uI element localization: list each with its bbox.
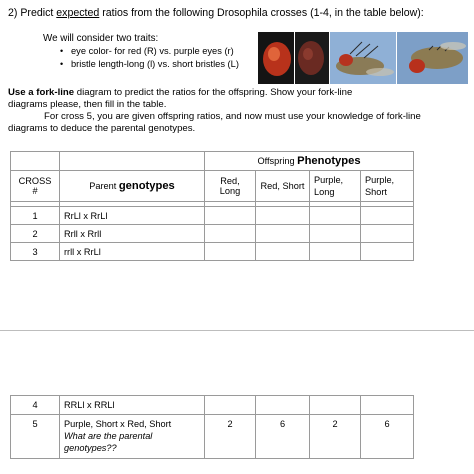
col-red-long: Red, Long	[205, 171, 256, 202]
cross-number: 1	[11, 207, 60, 225]
fly-photo-purple-eye	[295, 32, 329, 84]
table-row	[11, 243, 414, 261]
instructions-line-2: diagrams please, then fill in the table.	[8, 99, 167, 110]
cross-number: 2	[11, 225, 60, 243]
parent-genotype: RRLl x RRLl	[60, 396, 205, 415]
col-cross-number: CROSS #	[11, 171, 60, 202]
answer-cell[interactable]	[361, 207, 414, 225]
offspring-count-purple-short: 6	[361, 415, 414, 459]
answer-cell[interactable]	[205, 207, 256, 225]
answer-cell[interactable]	[256, 225, 310, 243]
drosophila-photo-strip	[258, 32, 468, 84]
answer-cell[interactable]	[256, 207, 310, 225]
answer-cell[interactable]	[205, 396, 256, 415]
answer-cell[interactable]	[256, 396, 310, 415]
cross-number: 5	[11, 415, 60, 459]
table-row	[11, 415, 414, 459]
answer-cell[interactable]	[205, 243, 256, 261]
col-parent-genotypes: Parent genotypes	[60, 171, 205, 202]
answer-cell[interactable]	[310, 396, 361, 415]
offspring-phenotypes-header: Offspring Phenotypes	[205, 152, 414, 171]
offspring-count-red-short: 6	[256, 415, 310, 459]
parent-genotype: RrLl x RrLl	[60, 207, 205, 225]
table-row	[11, 396, 414, 415]
col-purple-short: Purple, Short	[361, 171, 414, 202]
parent-genotype: Rrll x Rrll	[60, 225, 205, 243]
instructions-line-3: For cross 5, you are given offspring ratios, and now must use your knowledge of fork-line	[44, 111, 421, 122]
offspring-count-red-long: 2	[205, 415, 256, 459]
crosses-table-continued	[10, 395, 414, 459]
parent-genotype: Purple, Short x Red, Short	[64, 419, 172, 429]
col-purple-long: Purple, Long	[310, 171, 361, 202]
parent-genotype-cell	[60, 415, 205, 459]
answer-cell[interactable]	[361, 225, 414, 243]
crosses-table	[10, 151, 414, 261]
instructions-line-1: Use a fork-line diagram to predict the ratios for the offspring. Show your fork-line	[8, 87, 353, 98]
parental-genotype-question: What are the parental genotypes??	[64, 431, 153, 453]
answer-cell[interactable]	[256, 243, 310, 261]
fly-photo-short-bristles	[397, 32, 468, 84]
answer-cell[interactable]	[310, 207, 361, 225]
traits-intro: We will consider two traits:	[43, 33, 159, 44]
answer-cell[interactable]	[310, 243, 361, 261]
answer-cell[interactable]	[310, 225, 361, 243]
fly-photo-red-eye	[258, 32, 294, 84]
bullet-icon: •	[60, 59, 64, 69]
bullet-icon: •	[60, 46, 64, 56]
trait-eye-color: • eye color- for red (R) vs. purple eyes (r)	[60, 46, 234, 56]
fly-photo-long-bristles	[330, 32, 396, 84]
answer-cell[interactable]	[361, 243, 414, 261]
table-row	[11, 207, 414, 225]
cross-number: 4	[11, 396, 60, 415]
instructions-line-4: diagrams to deduce the parental genotypes.	[8, 123, 196, 134]
emphasis-expected: expected	[56, 7, 100, 19]
trait-bristle-length: • bristle length-long (l) vs. short bristles (L)	[60, 59, 239, 69]
cross-number: 3	[11, 243, 60, 261]
page-divider	[0, 330, 474, 331]
parent-genotype: rrll x RrLl	[60, 243, 205, 261]
answer-cell[interactable]	[361, 396, 414, 415]
table-row	[11, 225, 414, 243]
question-title: 2) Predict expected ratios from the following Drosophila crosses (1-4, in the table below):	[8, 7, 424, 19]
answer-cell[interactable]	[205, 225, 256, 243]
col-red-short: Red, Short	[256, 171, 310, 202]
offspring-count-purple-long: 2	[310, 415, 361, 459]
